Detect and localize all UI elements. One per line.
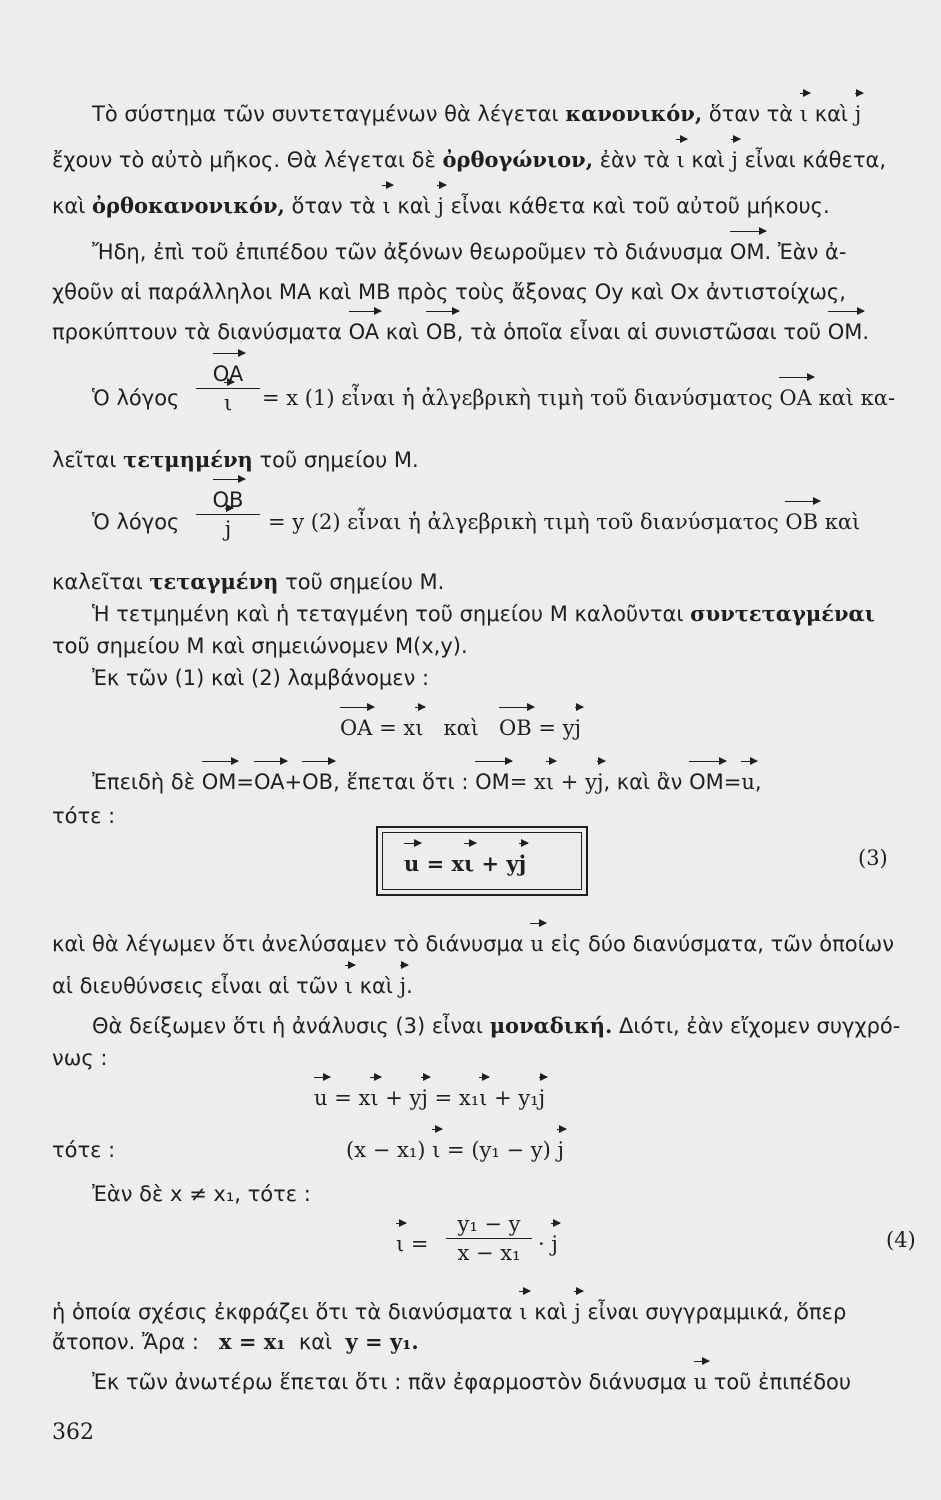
text: τοῦ σημείου M. [259,448,419,472]
vector-j: j [551,1232,558,1256]
vector-ob: OB [212,488,244,512]
vector-i: ι [432,1138,441,1162]
text-line [92,510,179,534]
vector-oa: OA [348,320,380,344]
text: · [538,1232,545,1256]
vector-om: OM [689,770,724,794]
text: . [862,320,870,344]
bold-term: τετμημένη [123,447,253,472]
vector-u: u [693,1370,708,1394]
vector-j: j [399,974,407,998]
text: + y [560,770,597,794]
vector-om: OM [201,770,237,794]
equation-u [404,852,526,876]
text: προκύπτουν τὰ διανύσματα [52,320,342,344]
text: καὶ [824,510,861,534]
text: + y [481,851,519,876]
vector-ob: OB [302,770,334,794]
equation-decomposition [314,1086,545,1110]
text: εἰς δύο διανύσματα, τῶν ὁποίων [550,932,894,956]
text: + [284,770,303,794]
text: . Ἐὰν ἀ- [764,240,847,264]
vector-ob: OB [785,510,819,534]
text: τότε : [52,804,116,828]
vector-oa: OA [340,716,373,740]
vector-j: j [854,102,862,126]
vector-u: u [530,932,544,956]
text-line [52,1300,846,1324]
text: εἶναι κάθετα καὶ τοῦ αὐτοῦ μήκους. [450,194,830,218]
equation-number: (3) [858,846,888,870]
bold-term: κανονικόν, [565,101,703,126]
vector-i: ι [370,1086,379,1110]
text-line [52,448,419,472]
fraction-y-over-x [446,1212,532,1265]
text: Τὸ σύστημα τῶν συντεταγμένων θὰ λέγεται [92,102,559,126]
text: + y₁ [494,1086,539,1110]
bold-term: συντεταγμέναι [690,601,875,626]
text: = x₁ [434,1086,480,1110]
text: καὶ [52,194,86,218]
denominator: x − x₁ [457,1241,521,1265]
text: καὶ [385,320,420,344]
text: τοῦ σημείου M. [285,570,445,594]
vector-j: j [538,1086,546,1110]
equation-i-part [396,1232,429,1256]
text: Ἐκ τῶν ἀνωτέρω ἕπεται ὅτι : πᾶν ἐφαρμοστὸν διάνυσμα [92,1370,687,1394]
vector-j: j [574,716,582,740]
text: Ἐὰν δὲ x ≠ x₁, τότε : [92,1182,311,1206]
text: = x [334,1086,371,1110]
text: καὶ [397,194,431,218]
text: αἱ διευθύνσεις εἶναι αἱ τῶν [52,974,338,998]
text: = x (1) εἶναι ἡ ἀλγεβρικὴ τιμὴ τοῦ διανύσματος [262,386,773,410]
text-line [52,320,869,344]
text-line [52,974,413,998]
fraction-ob-over-j [196,488,260,541]
text: τότε : [52,1138,116,1162]
text: Ἐπειδὴ δὲ [92,770,196,794]
bold-term: τεταγμένη [149,569,279,594]
text: καὶ θὰ λέγωμεν ὅτι ἀνελύσαμεν τὸ διάνυσμα [52,932,524,956]
text: Ἡ τετμημένη καὶ ἡ τεταγμένη τοῦ σημείου M καλοῦνται [92,602,684,626]
equation-j-part [538,1232,558,1256]
text-line [262,386,895,410]
text-line [92,240,846,264]
text: καὶ [814,102,849,126]
vector-u: u [404,851,420,876]
text-line [92,1370,851,1394]
text-line [92,1182,311,1206]
text: = [236,770,255,794]
vector-i: ι [382,194,391,218]
text-line [52,634,468,658]
text: καὶ [443,716,480,740]
text-line [92,386,179,410]
bold-term: ὀρθογώνιον, [442,147,594,172]
text: εἶναι συγγραμμικά, ὅπερ [587,1300,847,1324]
text: καὶ [534,1300,568,1324]
text: + y [385,1086,422,1110]
text-line [268,510,860,534]
text: ὅταν τὰ [291,194,376,218]
vector-om: OM [729,240,765,264]
bold-term: ὀρθοκανονικόν, [92,193,285,218]
text: καὶ κα- [818,386,896,410]
vector-i: ι [344,974,353,998]
vector-oa: OA [212,362,244,386]
text: λεῖται [52,448,117,472]
vector-j: j [557,1138,564,1162]
vector-u: u [314,1086,328,1110]
text: τοῦ σημείου M καὶ σημειώνομεν M(x,y). [52,634,468,658]
text: Ὁ λόγος [92,386,180,410]
text-line [92,770,762,794]
text: καὶ [298,1330,333,1354]
vector-i: ι [396,1232,405,1256]
text: νως : [52,1046,108,1070]
text-line [92,1014,900,1038]
vector-j: j [574,1300,581,1324]
text: εἶναι κάθετα, [744,148,887,172]
text: = [723,770,742,794]
text: = x [426,851,465,876]
vector-i: ι [464,851,475,876]
vector-j: j [437,194,444,218]
text-line [52,932,894,956]
text: ἔχουν τὸ αὐτὸ μῆκος. Θὰ λέγεται δὲ [52,148,436,172]
text-line [52,804,115,828]
vector-j: j [421,1086,428,1110]
text: , καὶ ἂν [603,770,683,794]
text-line [52,1046,107,1070]
text-line [52,570,444,594]
text-line [52,280,846,304]
vector-j: j [518,851,527,876]
text: = (y₁ − y) [447,1138,551,1162]
text: = [410,1232,429,1256]
page-number: 362 [52,1420,94,1445]
text-line [52,194,830,218]
text: , ἕπεται ὅτι : [333,770,469,794]
vector-j: j [596,770,604,794]
text: = y (2) εἶναι ἡ ἀλγεβρικὴ τιμὴ τοῦ διανύσματος [268,510,779,534]
equation-oa-ob [340,716,581,740]
text: Ὁ λόγος [92,510,180,534]
text: ἡ ὁποία σχέσις ἐκφράζει ὅτι τὰ διανύσματα [52,1300,513,1324]
text: . [406,974,413,998]
vector-j: j [224,517,232,541]
vector-om: OM [475,770,510,794]
vector-i: ι [676,148,685,172]
text: Θὰ δείξωμεν ὅτι ἡ ἀνάλυσις (3) εἶναι [92,1014,483,1038]
vector-om: OM [827,320,863,344]
text-line [92,666,429,690]
text: ἐὰν τὰ [599,148,670,172]
vector-i: ι [799,102,809,126]
text: (x − x₁) [346,1138,426,1162]
text: τοῦ ἐπιπέδου [713,1370,852,1394]
equation-number: (4) [886,1228,916,1252]
bold-term: x = x₁ [219,1329,286,1354]
text: = x [379,716,416,740]
vector-oa: OA [779,386,812,410]
text: Ἤδη, ἐπὶ τοῦ ἐπιπέδου τῶν ἀξόνων θεωροῦμεν τὸ διάνυσμα [92,240,724,264]
vector-ob: OB [425,320,457,344]
text-line [92,602,875,626]
bold-term: μοναδική. [489,1013,613,1038]
text-line [92,102,861,126]
text: χθοῦν αἱ παράλληλοι MA καὶ MB πρὸς τοὺς ἄξονας Oy καὶ Ox ἀντιστοίχως, [52,280,846,304]
text: , τὰ ὁποῖα εἶναι αἱ συνιστῶσαι τοῦ [456,320,822,344]
equation-difference [346,1138,564,1162]
text: = x [509,770,546,794]
text: , [754,770,762,794]
vector-i: ι [479,1086,488,1110]
text: καὶ [691,148,725,172]
vector-i: ι [545,770,555,794]
text: καλεῖται [52,570,143,594]
vector-j: j [731,148,738,172]
vector-ob: OB [499,716,532,740]
text: = y [538,716,575,740]
bold-term: y = y₁. [345,1329,419,1354]
text-line [52,1138,115,1162]
text: ὅταν τὰ [708,102,794,126]
text-line [52,148,886,172]
text: ἄτοπον. Ἄρα : [52,1330,199,1354]
text: καὶ [359,974,393,998]
text: Ἐκ τῶν (1) καὶ (2) λαμβάνομεν : [92,666,430,690]
vector-oa: OA [254,770,285,794]
numerator: y₁ − y [457,1212,521,1236]
vector-u: u [741,770,755,794]
vector-i: ι [223,391,233,415]
fraction-oa-over-i [196,362,260,415]
text: Διότι, ἐὰν εἴχομεν συγχρό- [618,1014,901,1038]
vector-i: ι [519,1300,528,1324]
text-line [52,1330,419,1354]
vector-i: ι [415,716,424,740]
